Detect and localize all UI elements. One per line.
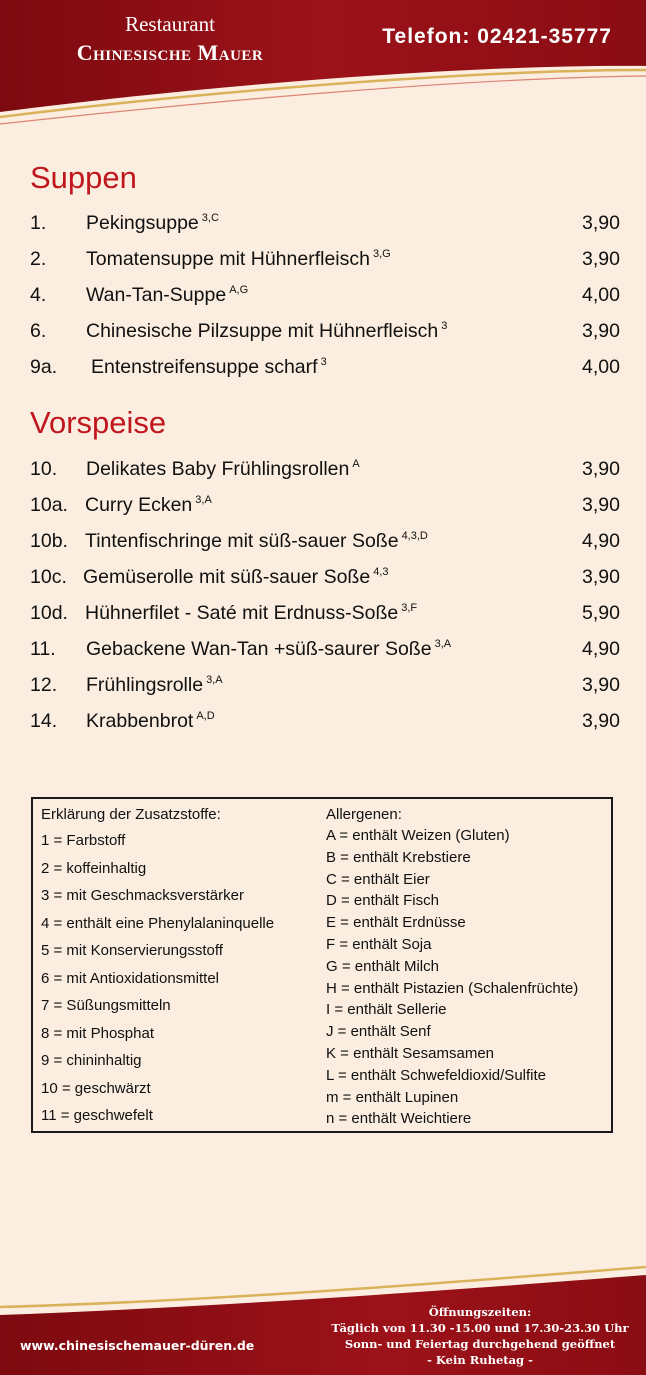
menu-item	[30, 562, 620, 592]
item-additives: 3,C	[201, 212, 219, 224]
additive-entry: 6 = mit Antioxidationsmittel	[41, 969, 220, 987]
item-name: Tintenfischringe mit süß-sauer Soße $^{4,3,D}$	[85, 530, 428, 552]
allergen-entry: J = enthält Senf	[326, 1023, 431, 1041]
item-number: 2.	[30, 248, 47, 270]
item-price: 4,90	[582, 530, 620, 552]
item-price: 3,90	[582, 248, 620, 270]
allergen-entry: E = enthält Erdnüsse	[326, 914, 466, 932]
menu-item	[30, 526, 620, 556]
item-price: 4,90	[582, 638, 620, 660]
allergen-entry: H = enthält Pistazien (Schalenfrüchte)	[326, 979, 579, 997]
item-number: 12.	[30, 674, 58, 696]
additive-entry: 10 = geschwärzt	[41, 1079, 151, 1097]
menu-item	[30, 208, 620, 238]
hours-line: Täglich von 11.30 -15.00 und 17.30-23.30 Uhr	[331, 1321, 629, 1335]
additives-legend	[41, 805, 331, 1130]
menu-item	[30, 670, 620, 700]
footer-banner	[0, 1255, 646, 1375]
allergen-entry: L = enthält Schwefeldioxid/Sulfite	[326, 1066, 546, 1084]
allergen-entry: B = enthält Krebstiere	[326, 848, 471, 866]
item-number: 11.	[30, 638, 56, 660]
menu-item	[30, 316, 620, 346]
item-additives: 3,G	[372, 248, 391, 260]
allergen-entry: C = enthält Eier	[326, 870, 430, 888]
item-price: 4,00	[582, 284, 620, 306]
item-name: Tomatensuppe mit Hühnerfleisch $^{3,G}$	[86, 248, 391, 270]
header-banner	[0, 0, 646, 130]
item-additives: 3,A	[206, 674, 223, 686]
item-additives: 3,F	[401, 602, 418, 614]
allergens-legend-title: Allergenen:	[326, 806, 402, 823]
item-number: 10d.	[30, 602, 68, 624]
item-price: 3,90	[582, 320, 620, 342]
item-price: 5,90	[582, 602, 620, 624]
allergen-entry: K = enthält Sesamsamen	[326, 1044, 495, 1062]
allergen-entry: A = enthält Weizen (Gluten)	[326, 827, 510, 844]
allergen-entry: n = enthält Weichtiere	[326, 1110, 472, 1128]
restaurant-label: Restaurant	[125, 12, 215, 36]
item-additives: 3	[441, 320, 448, 332]
additive-entry: 3 = mit Geschmacksverstärker	[41, 887, 244, 904]
menu-item	[30, 634, 620, 664]
allergen-entry: m = enthält Lupinen	[326, 1088, 459, 1106]
restaurant-name: Chinesische Mauer	[76, 40, 264, 65]
item-price: 3,90	[582, 566, 620, 588]
additive-entry: 11 = geschwefelt	[41, 1107, 153, 1124]
item-number: 10c.	[30, 566, 67, 588]
additive-entry: 2 = koffeinhaltig	[41, 859, 147, 877]
menu-item	[30, 454, 620, 484]
item-price: 3,90	[582, 674, 620, 696]
additive-entry: 4 = enthält eine Phenylalaninquelle	[41, 914, 275, 932]
item-additives: 4,3	[373, 566, 389, 578]
additive-entry: 5 = mit Konservierungsstoff	[41, 942, 223, 959]
item-additives: A,D	[196, 710, 215, 722]
item-price: 3,90	[582, 494, 620, 516]
item-name: Krabbenbrot $^{A,D}$	[86, 710, 215, 732]
item-name: Wan-Tan-Suppe $^{A,G}$	[86, 284, 249, 306]
allergen-entry: I = enthält Sellerie	[326, 1001, 447, 1019]
item-price: 3,90	[582, 458, 620, 480]
menu-item	[30, 490, 620, 520]
item-number: 4.	[30, 284, 47, 306]
item-additives: 3,A	[195, 494, 212, 506]
menu-item	[30, 352, 620, 382]
item-name: Delikates Baby Frühlingsrollen $^A$	[86, 458, 360, 480]
additives-legend-title: Erklärung der Zusatzstoffe:	[41, 806, 221, 823]
allergen-entry: G = enthält Milch	[326, 957, 439, 975]
item-name: Frühlingsrolle $^{3,A}$	[86, 674, 223, 696]
item-additives: 3	[320, 356, 327, 368]
item-additives: A	[352, 458, 360, 470]
item-number: 10b.	[30, 530, 68, 552]
item-number: 1.	[30, 212, 47, 234]
menu-item	[30, 706, 620, 736]
allergens-legend	[326, 805, 616, 1130]
item-additives: 4,3,D	[401, 530, 428, 542]
item-name: Gebackene Wan-Tan +süß-saurer Soße $^{3,A}$	[86, 638, 452, 660]
section-title-suppen: Suppen	[30, 160, 137, 195]
item-additives: 3,A	[434, 638, 452, 650]
website-link[interactable]: www.chinesischemauer-düren.de	[20, 1338, 255, 1353]
item-name: Gemüserolle mit süß-sauer Soße $^{4,3}$	[83, 566, 389, 588]
item-number: 14.	[30, 710, 58, 732]
item-name: Curry Ecken $^{3,A}$	[85, 494, 212, 516]
hours-line: - Kein Ruhetag -	[427, 1353, 533, 1367]
additive-entry: 8 = mit Phosphat	[41, 1024, 154, 1042]
item-number: 9a.	[30, 356, 58, 378]
menu-item	[30, 598, 620, 628]
item-number: 6.	[30, 320, 47, 342]
item-name: Chinesische Pilzsuppe mit Hühnerfleisch $^3$	[86, 320, 448, 342]
legend-box	[31, 797, 613, 1133]
allergen-entry: D = enthält Fisch	[326, 892, 439, 910]
opening-hours	[330, 1304, 630, 1368]
menu-item	[30, 244, 620, 274]
item-number: 10a.	[30, 494, 68, 516]
additive-entry: 9 = chininhaltig	[41, 1052, 142, 1069]
menu-item	[30, 280, 620, 310]
item-price: 3,90	[582, 212, 620, 234]
hours-title: Öffnungszeiten:	[428, 1305, 532, 1319]
phone-number: Telefon: 02421-35777	[382, 25, 612, 48]
item-additives: A,G	[229, 284, 249, 296]
item-name: Hühnerfilet - Saté mit Erdnuss-Soße $^{3,F}$	[85, 602, 418, 624]
hours-line: Sonn- und Feiertag durchgehend geöffnet	[344, 1337, 616, 1351]
additive-entry: 1 = Farbstoff	[41, 832, 126, 849]
section-title-vorspeise: Vorspeise	[30, 405, 167, 440]
item-name: Pekingsuppe $^{3,C}$	[86, 212, 219, 234]
allergen-entry: F = enthält Soja	[326, 935, 432, 953]
item-price: 4,00	[582, 356, 620, 378]
item-number: 10.	[30, 458, 58, 480]
additive-entry: 7 = Süßungsmitteln	[41, 997, 171, 1014]
item-name: Entenstreifensuppe scharf $^3$	[91, 356, 327, 378]
item-price: 3,90	[582, 710, 620, 732]
